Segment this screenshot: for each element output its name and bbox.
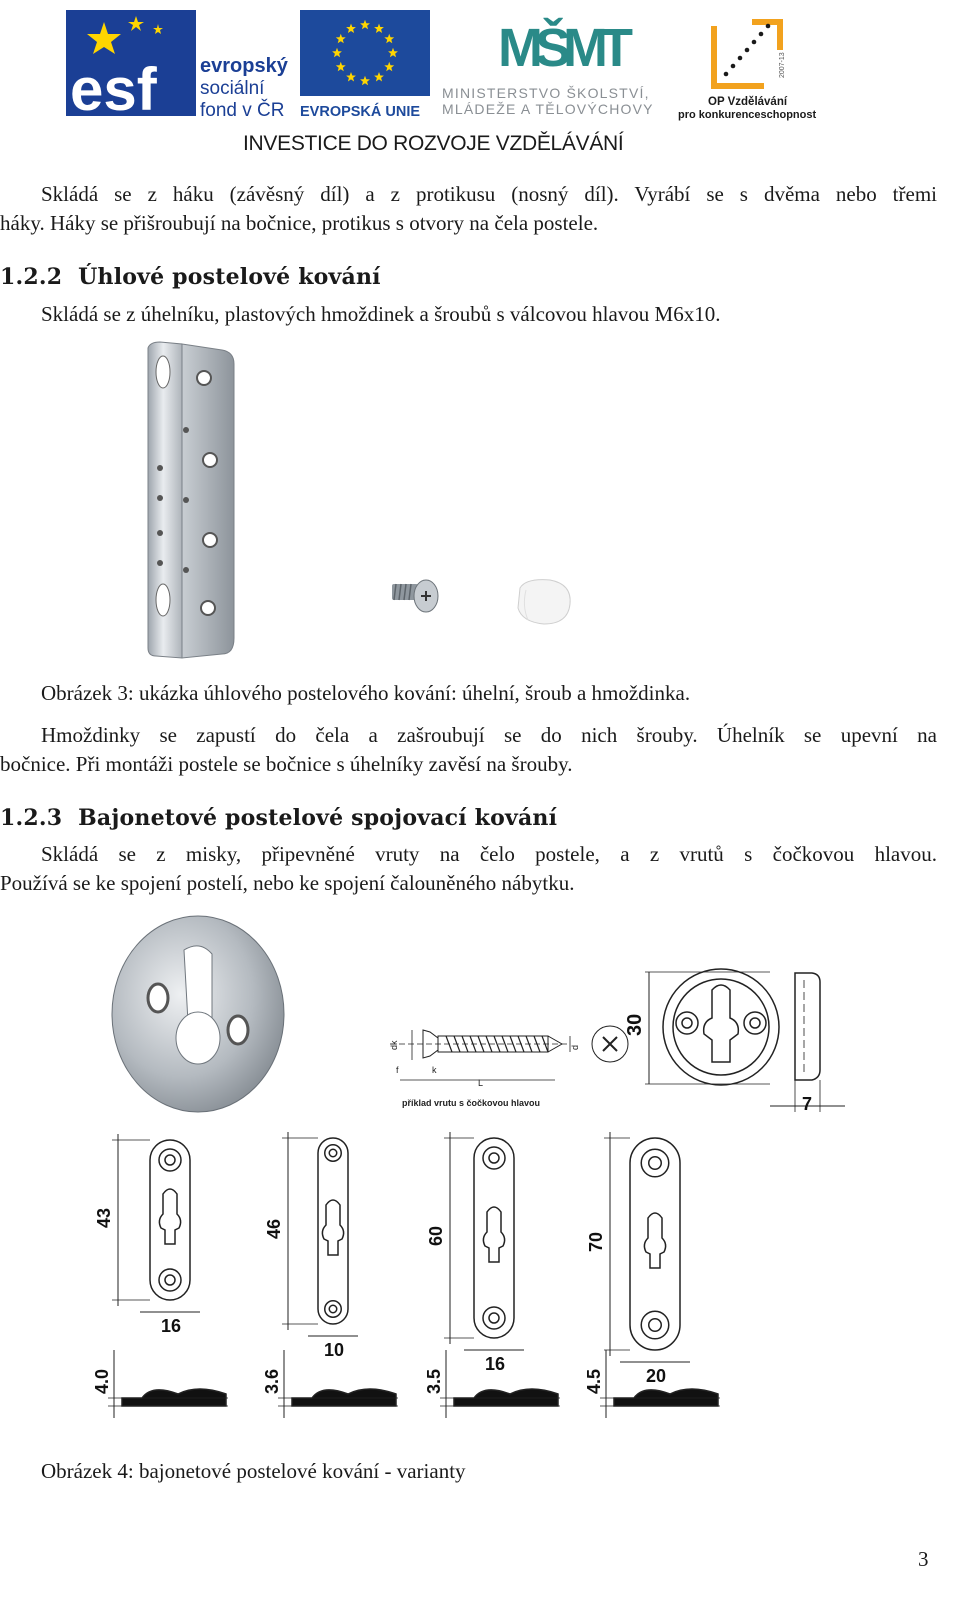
intro-line1: Skládá se z háku (závěsný díl) a z protikusu (nosný díl). Vyrábí se s dvěma nebo třemi [41,182,937,206]
esf-line3: fond v ČR [200,100,285,121]
angle-bracket-icon [148,342,234,658]
variant-plate-3 [424,1132,560,1418]
dim-dk: dk [389,1040,399,1050]
section-2-text: Skládá se z úhelníku, plastových hmoždinek a šroubů s válcovou hlavou M6x10. [41,302,721,326]
dim-30: 30 [624,1013,646,1036]
tagline: INVESTICE DO ROZVOJE VZDĚLÁVÁNÍ [243,132,624,155]
variant-width-4: 20 [646,1366,667,1386]
variant-plate-2 [262,1132,398,1418]
variant-height-1: 43 [94,1207,114,1228]
msmt-letters: MŠMT [498,18,625,78]
figure-4-caption: Obrázek 4: bajonetové postelové kování - varianty [41,1459,466,1483]
dim-k: k [432,1065,437,1075]
section-3-line1: Skládá se z misky, připevněné vruty na čelo postele, a z vrutů s čočkovou hlavou. [41,842,937,866]
variant-drawings [92,1132,720,1418]
section-3-line2: Používá se ke spojení postelí, nebo ke spojení čalouněného nábytku. [0,871,575,895]
figure-4-svg [92,910,860,1450]
msmt-line1: MINISTERSTVO ŠKOLSTVÍ, [442,85,650,101]
figure-3-caption: Obrázek 3: ukázka úhlového postelového kování: úhelní, šroub a hmoždinka. [41,681,691,705]
section-number: 1.2.3 [0,805,63,831]
dim-f: f [396,1065,399,1075]
variant-thickness-3: 3.5 [424,1368,444,1394]
variant-thickness-2: 3.6 [262,1368,282,1394]
variant-plate-4 [584,1132,720,1418]
figure-4-image [92,910,860,1450]
section-number: 1.2.2 [0,264,63,290]
variant-height-3: 60 [426,1225,446,1246]
variant-thickness-1: 4.0 [92,1368,112,1394]
op-line1: OP Vzdělávání [708,96,788,108]
dim-7: 7 [802,1094,813,1114]
paragraph-2-line1: Hmoždinky se zapustí do čela a zašroubují se do nich šrouby. Úhelník se upevní na [41,723,937,747]
section-title: Úhlové postelové kování [78,264,381,290]
msmt-line2: MLÁDEŽE A TĚLOVÝCHOVY [442,101,654,117]
esf-logo-mark [66,10,291,123]
page-number: 3 [918,1547,929,1571]
msmt-logo [440,8,670,118]
eu-label: EVROPSKÁ UNIE [300,104,421,120]
screw-icon [392,580,438,612]
dim-d: d [570,1044,580,1050]
screw-note: příklad vrutu s čočkovou hlavou [402,1098,541,1108]
section-heading-1-2-3 [0,805,557,831]
bayonet-disc-icon [112,916,284,1112]
intro-line2: háky. Háky se přišroubují na bočnice, protikus s otvory na čela postele. [0,211,599,235]
op-logo [676,8,826,121]
variant-width-3: 16 [485,1354,506,1374]
paragraph-2 [0,721,937,779]
variant-thickness-4: 4.5 [584,1368,604,1394]
paragraph-2-line2: bočnice. Při montáži postele se bočnice s úhelníky zavěsí na šrouby. [0,752,573,776]
variant-width-2: 10 [324,1340,345,1360]
variant-height-4: 70 [586,1231,606,1252]
section-title: Bajonetové postelové spojovací kování [78,805,558,831]
op-line2: pro konkurenceschopnost [678,109,817,121]
screw-drawing [390,1026,628,1080]
variant-plate-1 [92,1134,228,1418]
figure-3-image [130,338,590,668]
variant-height-2: 46 [264,1218,284,1239]
section-3-paragraph [0,840,937,898]
header-logos [0,0,960,160]
esf-logo [66,10,291,123]
round-plate-drawing [645,969,845,1112]
dim-l: L [478,1078,484,1088]
esf-line2: sociální [200,78,265,99]
variant-width-1: 16 [161,1316,182,1336]
dowel-icon [518,580,570,624]
intro-paragraph [0,180,937,238]
esf-line1: evropský [200,55,288,77]
eu-logo [300,10,432,118]
section-heading-1-2-2 [0,264,381,290]
op-years: 2007-13 [779,52,786,78]
esf-letters: esf [70,56,157,123]
